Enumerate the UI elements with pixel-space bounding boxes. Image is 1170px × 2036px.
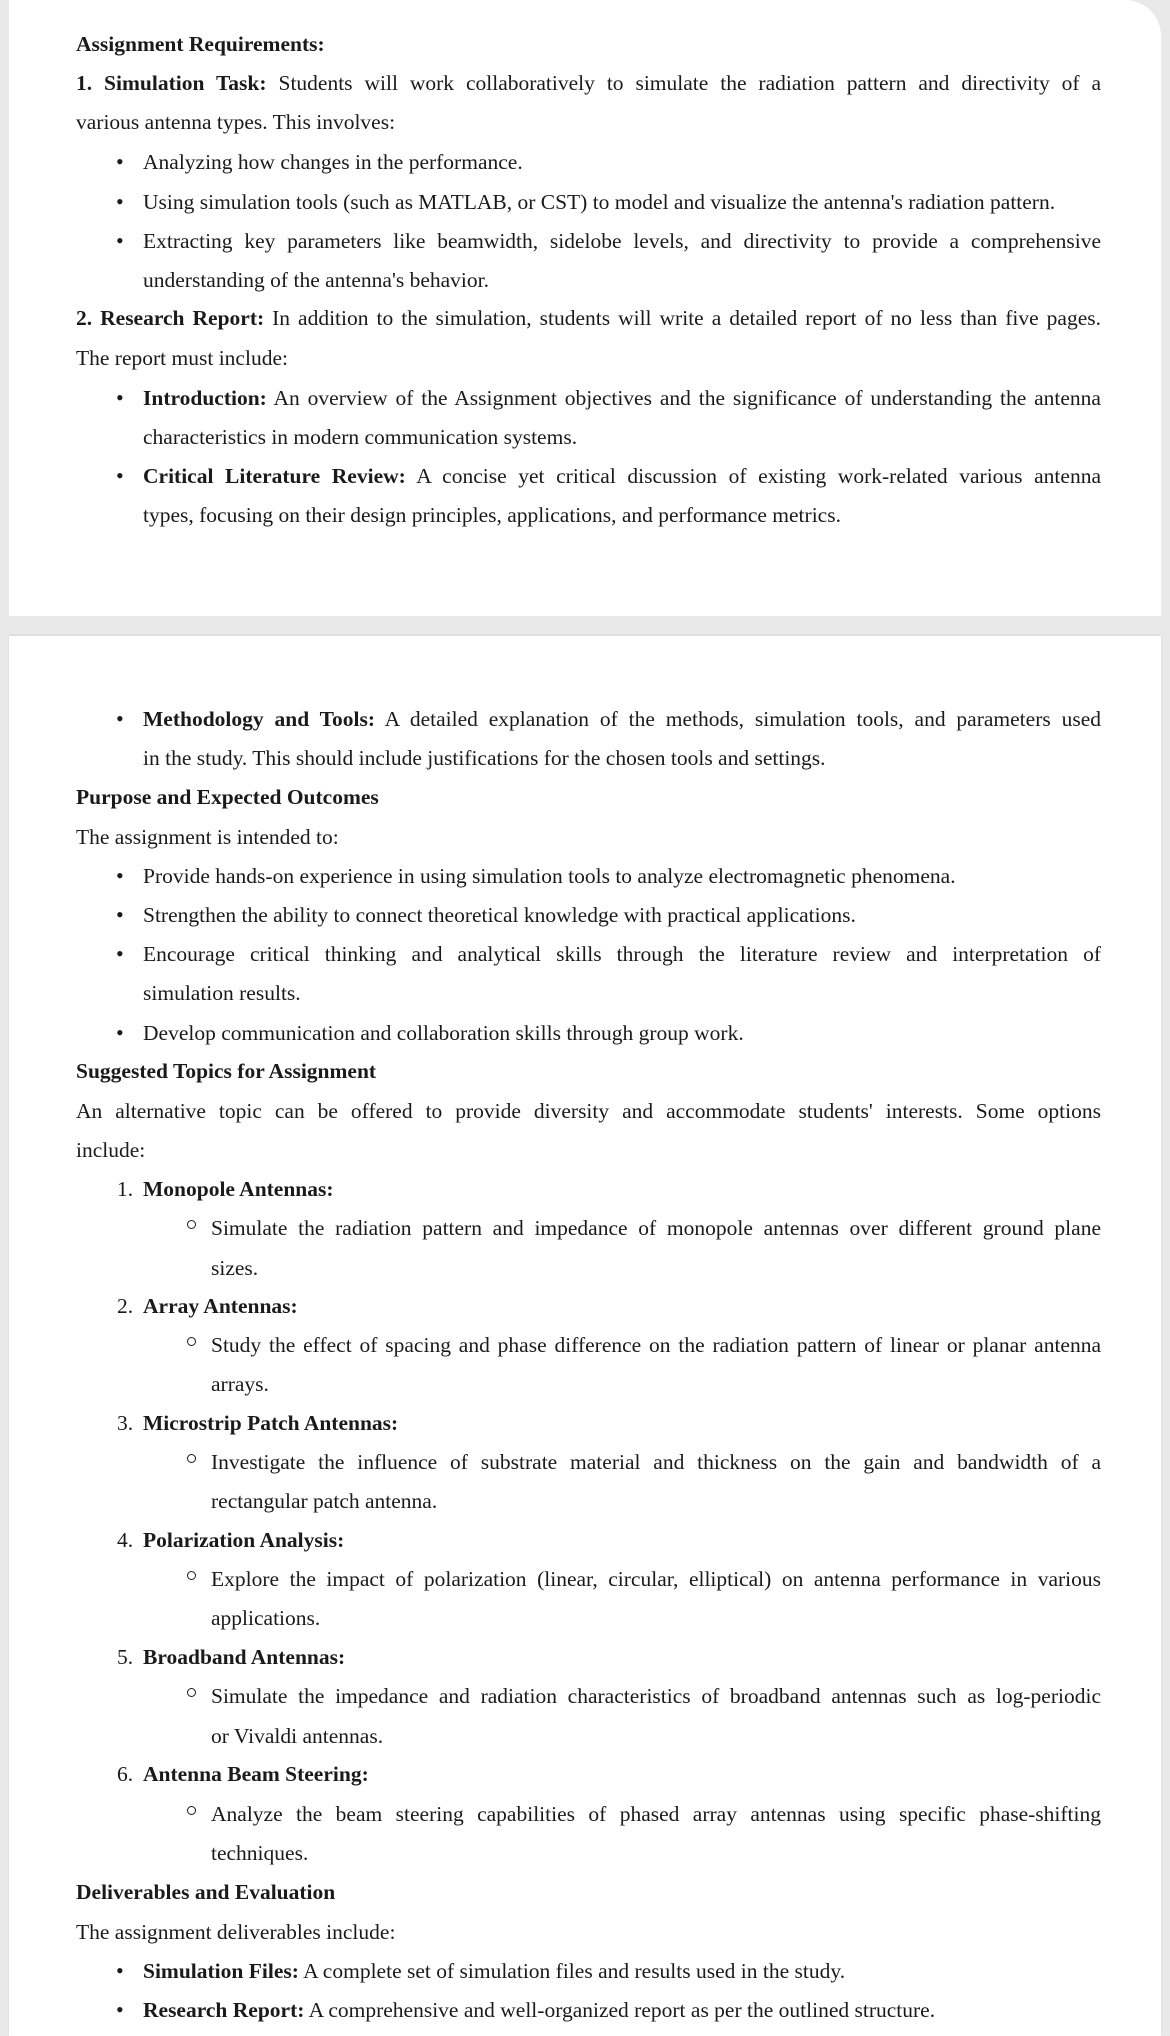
purpose-bullet-4: Develop communication and collaboration skills through group work. (143, 1021, 744, 1045)
circle-bullet-icon (187, 1688, 196, 1697)
research-report-paragraph-line-2: The report must include: (76, 346, 288, 370)
bullet-icon: • (116, 863, 124, 888)
topic-desc-line-2: sizes. (211, 1256, 259, 1280)
purpose-bullet-3-line-1: Encourage critical thinking and analytical skills through the literature review and interpretation of (143, 942, 1101, 966)
purpose-bullet-3-line-2: simulation results. (143, 981, 301, 1005)
topic-desc-line-1: Simulate the radiation pattern and impedance of monopole antennas over different ground plane (211, 1216, 1101, 1240)
deliverable-simulation-files: Simulation Files: A complete set of simulation files and results used in the study. (143, 1959, 846, 1983)
document-page-2 (9, 636, 1161, 2036)
topic-number: 2. (117, 1294, 134, 1318)
topic-desc-line-1: Analyze the beam steering capabilities of phased array antennas using specific phase-shifting (211, 1802, 1101, 1826)
topic-number: 1. (117, 1177, 134, 1201)
sim-task-bullet-2: Using simulation tools (such as MATLAB, or CST) to model and visualize the antenna's radiation pattern. (143, 190, 1056, 214)
methodology-bullet-line-1: Methodology and Tools: A detailed explanation of the methods, simulation tools, and parameters used (143, 707, 1101, 731)
deliverables-heading: Deliverables and Evaluation (76, 1880, 336, 1904)
deliverable-research-report: Research Report: A comprehensive and well-organized report as per the outlined structure. (143, 1998, 936, 2022)
circle-bullet-icon (187, 1806, 196, 1815)
introduction-bullet-line-2: characteristics in modern communication systems. (143, 425, 578, 449)
bullet-icon: • (116, 941, 124, 966)
simulation-task-paragraph-line-1: 1. Simulation Task: Students will work collaboratively to simulate the radiation pattern and directivity of a (76, 71, 1102, 95)
topics-intro-line-2: include: (76, 1138, 146, 1162)
literature-review-bullet-line-1: Critical Literature Review: A concise yet critical discussion of existing work-related various antenna (143, 464, 1101, 488)
topic-title: Polarization Analysis: (143, 1528, 345, 1552)
topics-intro-line-1: An alternative topic can be offered to provide diversity and accommodate students' interests. Some options (76, 1099, 1101, 1123)
purpose-intro: The assignment is intended to: (76, 825, 339, 849)
circle-bullet-icon (187, 1571, 196, 1580)
topic-desc-line-2: arrays. (211, 1372, 269, 1396)
topic-number: 3. (117, 1411, 134, 1435)
research-report-paragraph-line-1: 2. Research Report: In addition to the simulation, students will write a detailed report of no less than five pages. (76, 306, 1102, 330)
deliverables-intro: The assignment deliverables include: (76, 1920, 396, 1944)
circle-bullet-icon (187, 1337, 196, 1346)
topic-title: Microstrip Patch Antennas: (143, 1411, 399, 1435)
topic-desc-line-2: or Vivaldi antennas. (211, 1724, 384, 1748)
topic-title: Broadband Antennas: (143, 1645, 346, 1669)
assignment-requirements-heading: Assignment Requirements: (76, 32, 325, 56)
topic-desc-line-2: applications. (211, 1606, 321, 1630)
sim-task-bullet-1: Analyzing how changes in the performance. (143, 150, 523, 174)
document-page-1 (9, 0, 1161, 616)
circle-bullet-icon (187, 1220, 196, 1229)
topic-number: 5. (117, 1645, 134, 1669)
topic-number: 4. (117, 1528, 134, 1552)
bullet-icon: • (116, 149, 124, 174)
topic-title: Monopole Antennas: (143, 1177, 334, 1201)
topic-title: Array Antennas: (143, 1294, 298, 1318)
topic-desc-line-2: techniques. (211, 1841, 309, 1865)
purpose-heading: Purpose and Expected Outcomes (76, 785, 379, 809)
research-report-label: 2. Research Report: (76, 306, 265, 330)
sim-task-bullet-3-line-1: Extracting key parameters like beamwidth, sidelobe levels, and directivity to provide a comprehensive (143, 229, 1101, 253)
bullet-icon: • (116, 1020, 124, 1045)
bullet-icon: • (116, 189, 124, 214)
bullet-icon: • (116, 1958, 124, 1983)
literature-review-bullet-line-2: types, focusing on their design principles, applications, and performance metrics. (143, 503, 841, 527)
sim-task-bullet-3-line-2: understanding of the antenna's behavior. (143, 268, 489, 292)
topics-heading: Suggested Topics for Assignment (76, 1059, 377, 1083)
purpose-bullet-1: Provide hands-on experience in using simulation tools to analyze electromagnetic phenomena. (143, 864, 956, 888)
topic-number: 6. (117, 1762, 134, 1786)
circle-bullet-icon (187, 1454, 196, 1463)
bullet-icon: • (116, 706, 124, 731)
topic-desc-line-1: Study the effect of spacing and phase difference on the radiation pattern of linear or planar antenna (211, 1333, 1101, 1357)
topic-desc-line-1: Investigate the influence of substrate material and thickness on the gain and bandwidth of a (211, 1450, 1101, 1474)
simulation-task-paragraph-line-2: various antenna types. This involves: (76, 110, 396, 134)
bullet-icon: • (116, 1997, 124, 2022)
purpose-bullet-2: Strengthen the ability to connect theoretical knowledge with practical applications. (143, 903, 856, 927)
bullet-icon: • (116, 385, 124, 410)
topic-desc-line-1: Explore the impact of polarization (linear, circular, elliptical) on antenna performance in various (211, 1567, 1101, 1591)
methodology-bullet-line-2: in the study. This should include justifications for the chosen tools and settings. (143, 746, 826, 770)
bullet-icon: • (116, 902, 124, 927)
topic-title: Antenna Beam Steering: (143, 1762, 369, 1786)
bullet-icon: • (116, 463, 124, 488)
bullet-icon: • (116, 228, 124, 253)
topic-desc-line-2: rectangular patch antenna. (211, 1489, 438, 1513)
simulation-task-label: 1. Simulation Task: (76, 71, 267, 95)
topic-desc-line-1: Simulate the impedance and radiation characteristics of broadband antennas such as log-periodic (211, 1684, 1101, 1708)
introduction-bullet-line-1: Introduction: An overview of the Assignment objectives and the significance of understanding the antenna (143, 386, 1101, 410)
